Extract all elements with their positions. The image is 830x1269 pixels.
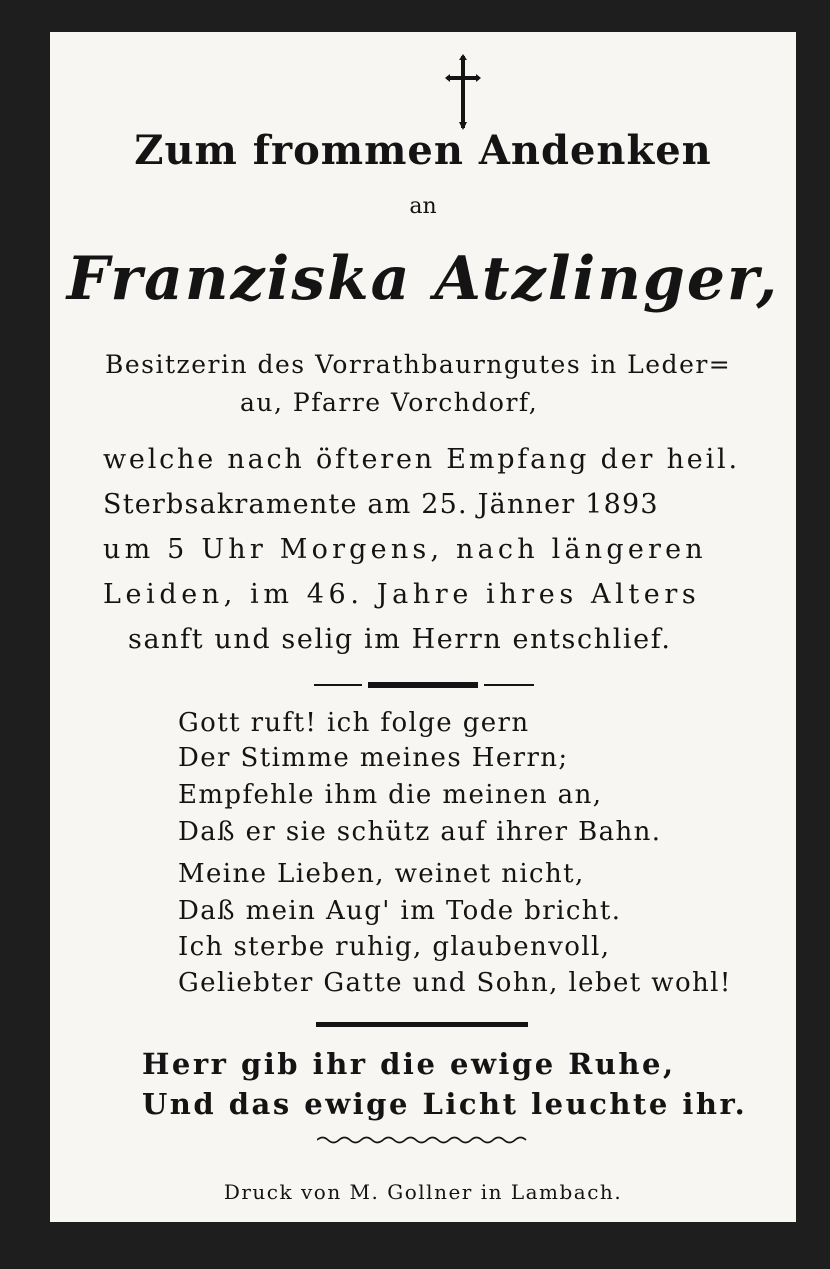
obituary-line: sanft und selig im Herrn entschlief. [128, 624, 672, 655]
solid-divider [316, 1022, 528, 1027]
obituary-line: welche nach öfteren Empfang der heil. [103, 444, 740, 475]
cross-icon [443, 54, 483, 130]
obituary-line: um 5 Uhr Morgens, nach längeren [103, 534, 707, 565]
verse-line: Daß mein Aug' im Tode bricht. [178, 896, 622, 926]
wavy-divider [317, 1134, 529, 1146]
verse-line: Ich sterbe ruhig, glaubenvoll, [178, 932, 611, 962]
obituary-line: Sterbsakramente am 25. Jänner 1893 [103, 489, 659, 520]
verse-line: Empfehle ihm die meinen an, [178, 780, 603, 810]
verse-line: Der Stimme meines Herrn; [178, 743, 569, 773]
obituary-line: Leiden, im 46. Jahre ihres Alters [103, 579, 701, 610]
verse-line: Geliebter Gatte und Sohn, lebet wohl! [178, 968, 732, 998]
deceased-name: Franziska Atzlinger, [66, 244, 780, 314]
dedication-word: an [409, 194, 437, 219]
verse-line: Meine Lieben, weinet nicht, [178, 859, 585, 889]
subtitle-line: au, Pfarre Vorchdorf, [240, 388, 539, 417]
verse-line: Daß er sie schütz auf ihrer Bahn. [178, 817, 662, 847]
ornamental-divider [314, 682, 534, 688]
subtitle-line: Besitzerin des Vorrathbaurngutes in Leder= [105, 350, 732, 379]
card-title: Zum frommen Andenken [134, 127, 712, 174]
verse-line: Gott ruft! ich folge gern [178, 708, 530, 738]
prayer-line: Herr gib ihr die ewige Ruhe, [142, 1047, 676, 1081]
memorial-card [50, 32, 796, 1222]
prayer-line: Und das ewige Licht leuchte ihr. [142, 1087, 748, 1121]
printer-imprint: Druck von M. Gollner in Lambach. [223, 1180, 623, 1204]
